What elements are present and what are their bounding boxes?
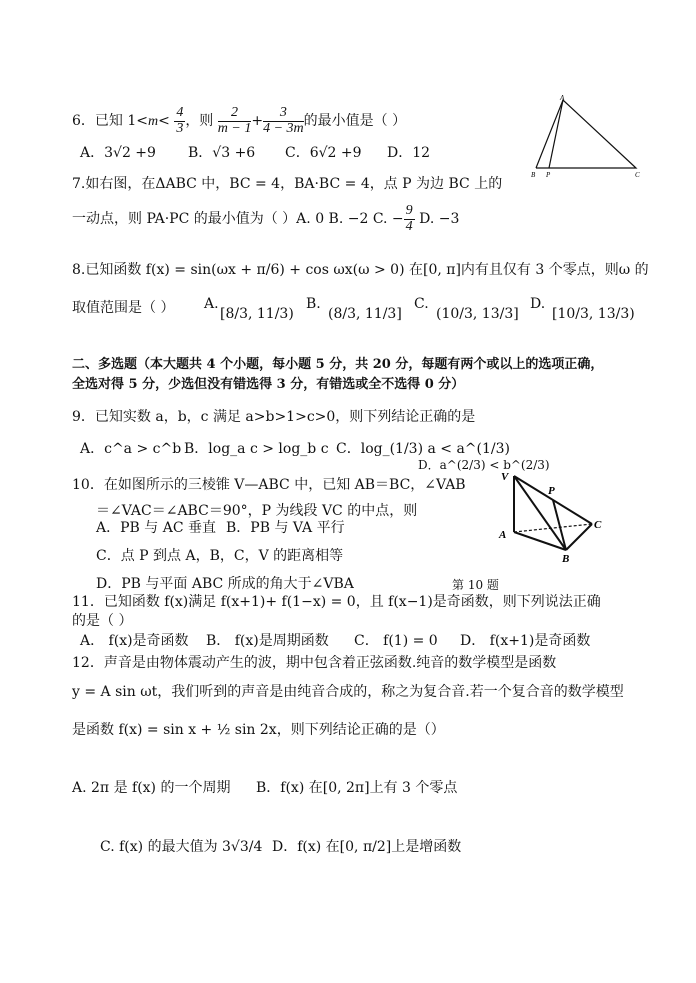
- q7-frac-num: 9: [405, 203, 413, 218]
- q10-pyramid-figure: [496, 466, 616, 566]
- q7-line2: [72, 204, 459, 234]
- section2-header-line1: 二、多选题（本大题共 4 个小题，每小题 5 分，共 20 分，每题有两个或以上的选项正确，: [72, 357, 604, 372]
- q7-frac: [404, 204, 415, 234]
- q6-frac1-den: 3: [176, 120, 184, 136]
- q11-opt-a: A． f(x)是奇函数: [80, 633, 189, 649]
- q8-opt-b: (8/3, 11/3]: [328, 306, 402, 322]
- q6-opt-a: A．3√2 +9: [80, 145, 156, 161]
- q10-fig-label-v: V: [501, 471, 509, 483]
- section2-header-line2: 全选对得 5 分，少选但没有错选得 3 分，有错选或全不选得 0 分）: [72, 377, 465, 392]
- q11-line2: 的是（ ）: [72, 613, 133, 629]
- q6-stem-var: m: [148, 114, 159, 130]
- q9-opt-b: B．log_a c > log_b c: [184, 441, 329, 457]
- q11-opt-c: C． f(1) = 0: [354, 633, 438, 649]
- q7-line2-a: 一动点，则 PA·PC 的最小值为（ ）A. 0 B. −2 C. −: [72, 211, 404, 228]
- q10-line2: ＝∠VAC＝∠ABC＝90°，P 为线段 VC 的中点，则: [96, 503, 418, 519]
- q8-stem: 8.已知函数 f(x) = sin(ωx + π/6) + cos ωx(ω > 0) 在[0, π]内有且仅有 3 个零点，则ω 的: [72, 262, 649, 278]
- q10-opt-a: A．PB 与 AC 垂直: [96, 520, 216, 536]
- q6-frac3: [263, 106, 304, 136]
- q6-frac2-num: 2: [218, 106, 252, 122]
- q7-fig-label-a: A: [560, 94, 565, 102]
- q10-fig-label-p: P: [548, 485, 555, 497]
- q11-opt-d: D． f(x+1)是奇函数: [460, 633, 591, 649]
- q10-fig-caption: 第 10 题: [452, 578, 499, 592]
- q9-opt-a: A．c^a > c^b: [80, 441, 182, 457]
- q12-opt-b: B．f(x) 在[0, 2π]上有 3 个零点: [256, 780, 458, 796]
- q12-line1: 12．声音是由物体震动产生的波，期中包含着正弦函数.纯音的数学模型是函数: [72, 655, 557, 671]
- q7-fig-label-c: C: [635, 171, 640, 179]
- q10-opt-c: C．点 P 到点 A，B，C，V 的距离相等: [96, 548, 344, 564]
- q10-fig-label-c: C: [594, 519, 602, 531]
- q12-line2: y = A sin ωt，我们听到的声音是由纯音合成的，称之为复合音.若一个复合音的数学模型: [72, 684, 624, 700]
- q9-opt-d: D．a^(2/3) < b^(2/3): [418, 458, 550, 472]
- q6-opt-d: D．12: [387, 145, 431, 161]
- q8-stem2: 取值范围是（ ）: [72, 300, 175, 316]
- q6-frac3-den: 4 − 3m: [263, 120, 304, 136]
- q6-stem-c: ，则: [185, 113, 214, 130]
- q6-frac2-den: m − 1: [217, 120, 252, 136]
- q11-line1: 11．已知函数 f(x)满足 f(x+1)+ f(1−x) = 0，且 f(x−1)是奇函数，则下列说法正确: [72, 594, 601, 610]
- q12-opt-d: D．f(x) 在[0, π/2]上是增函数: [272, 839, 462, 855]
- q6-frac3-num: 3: [263, 106, 304, 122]
- q7-frac-den: 4: [405, 218, 413, 234]
- q8-opt-a: [8/3, 11/3): [220, 306, 294, 322]
- q10-opt-b: B．PB 与 VA 平行: [226, 520, 345, 536]
- q7-triangle-figure: [522, 92, 642, 182]
- q6-opt-c: C．6√2 +9: [285, 145, 362, 161]
- q10-fig-label-a: A: [499, 529, 507, 541]
- q9-opt-c: C．log_(1/3) a < a^(1/3): [336, 441, 510, 457]
- q12-opt-c: C. f(x) 的最大值为 3√3/4: [100, 839, 263, 855]
- q6-plus: +: [251, 113, 264, 130]
- q6-frac1-num: 4: [176, 105, 184, 120]
- q7-line2-b: D. −3: [414, 211, 460, 228]
- q8-opt-d: [10/3, 13/3): [552, 306, 635, 322]
- q6-frac2: [218, 106, 252, 136]
- q8-opt-c-label: C.: [414, 296, 429, 312]
- q6-stem-b: <: [158, 113, 170, 130]
- q8-opt-a-label: A.: [204, 296, 219, 312]
- q7-fig-label-b: B: [531, 171, 536, 179]
- q9-stem: 9．已知实数 a，b，c 满足 a>b>1>c>0，则下列结论正确的是: [72, 409, 476, 425]
- q6-stem: [72, 106, 406, 136]
- q6-opt-b: B．√3 +6: [188, 145, 256, 161]
- q10-fig-label-b: B: [562, 553, 570, 565]
- q10-opt-d: D．PB 与平面 ABC 所成的角大于∠VBA: [96, 576, 354, 592]
- q12-opt-a: A. 2π 是 f(x) 的一个周期: [72, 780, 231, 796]
- q6-stem-d: 的最小值是（ ）: [303, 113, 407, 130]
- q7-line1: 7.如右图，在ΔABC 中，BC = 4，BA·BC = 4，点 P 为边 BC 上的: [72, 176, 503, 192]
- q11-opt-b: B． f(x)是周期函数: [206, 633, 329, 649]
- q6-frac1: [174, 106, 185, 136]
- q8-opt-c: (10/3, 13/3]: [436, 306, 519, 322]
- q12-line3: 是函数 f(x) = sin x + ½ sin 2x，则下列结论正确的是（）: [72, 722, 445, 738]
- q8-opt-d-label: D.: [530, 296, 546, 312]
- q10-line1: 10．在如图所示的三棱锥 V—ABC 中，已知 AB＝BC，∠VAB: [72, 477, 466, 493]
- q8-opt-b-label: B.: [306, 296, 321, 312]
- q6-stem-a: 6．已知 1<: [72, 113, 148, 130]
- q7-fig-label-p: P: [546, 171, 551, 179]
